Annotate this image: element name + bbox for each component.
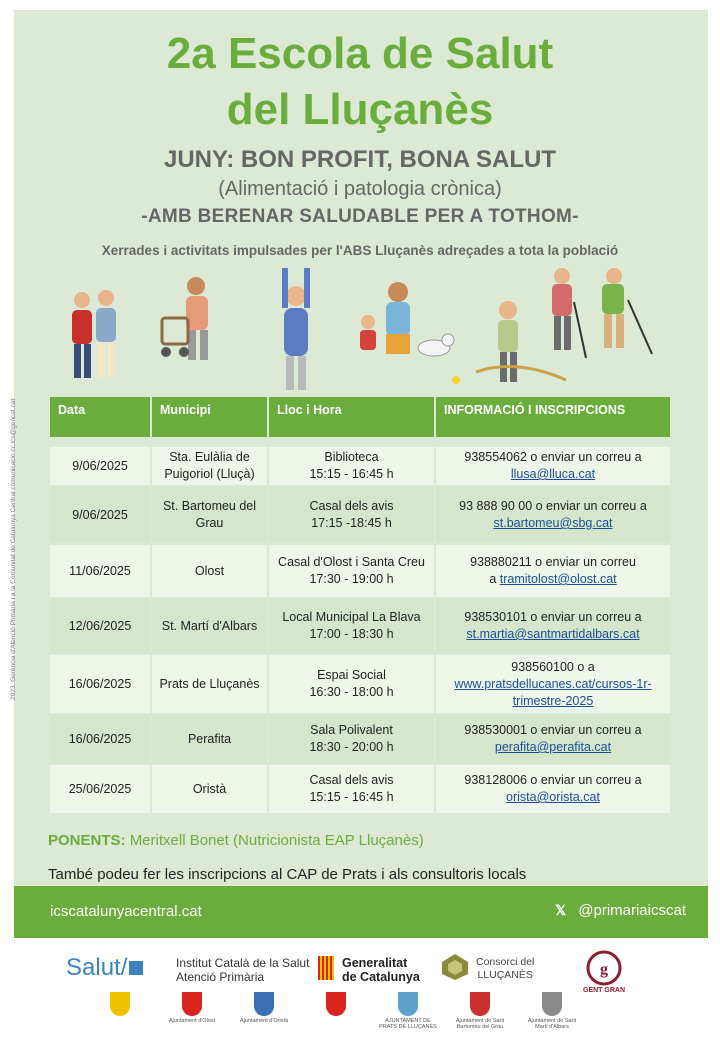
cell-date: 9/06/2025 <box>50 487 150 543</box>
svg-text:g: g <box>600 961 608 978</box>
shield-icon <box>254 992 274 1016</box>
municipal-logo-text: Ajuntament d'Oristà <box>239 1018 289 1024</box>
cell-municipi: St. Martí d'Albars <box>152 599 267 653</box>
cross-icon <box>129 961 143 975</box>
shield-icon <box>542 992 562 1016</box>
table-row <box>50 765 670 813</box>
cell-lloc <box>269 545 434 597</box>
col-header-info: INFORMACIÓ I INSCRIPCIONS <box>436 397 670 437</box>
contact-link[interactable]: orista@orista.cat <box>506 790 600 804</box>
cell-info <box>436 487 670 543</box>
municipal-shield-logo <box>450 992 510 1030</box>
woman-with-walker-figure <box>161 277 208 360</box>
shield-icon <box>470 992 490 1016</box>
table-row <box>50 545 670 597</box>
nordic-walkers-figure <box>552 268 652 358</box>
cons-line2: LLUÇANÈS <box>477 969 533 981</box>
cell-municipi: St. Bartomeu del Grau <box>152 487 267 543</box>
cell-info-link-line <box>440 739 666 756</box>
cell-info-link-prefix: a <box>489 572 497 586</box>
cell-lloc-hora: 15:15 - 16:45 h <box>309 790 394 804</box>
cell-lloc-name: Casal d'Olost i Santa Creu <box>278 555 425 569</box>
man-stretching-figure <box>282 268 310 390</box>
cell-municipi: Oristà <box>152 765 267 813</box>
side-note-text: 2023. Gerència d'Atenció Primària i a la Comunitat de Catalunya Central comunicacio.cc.ics@gencat.cat <box>10 398 17 700</box>
cons-line1: Consorci del <box>476 956 535 968</box>
side-note <box>10 320 24 700</box>
consorci-text <box>476 956 534 982</box>
municipal-logo-text: Ajuntament de Sant Bartomeu del Grau <box>455 1018 505 1030</box>
cell-lloc <box>269 765 434 813</box>
couple-walking-figure <box>72 290 116 378</box>
cell-info <box>436 715 670 763</box>
cell-info-link-line <box>440 571 666 588</box>
subtitle: JUNY: BON PROFIT, BONA SALUT <box>163 146 556 173</box>
cell-info-link-line <box>440 626 666 643</box>
cell-date: 16/06/2025 <box>50 715 150 763</box>
contact-link[interactable]: llusa@lluca.cat <box>510 467 596 481</box>
cell-info <box>436 655 670 713</box>
consorci-emblem-icon <box>440 952 470 982</box>
twitter-handle-text: @primariaicscat <box>578 902 686 919</box>
cell-lloc <box>269 655 434 713</box>
contact-link[interactable]: tramitolost@olost.cat <box>499 572 617 586</box>
cell-municipi: Perafita <box>152 715 267 763</box>
shield-icon <box>398 992 418 1016</box>
municipal-shield-logo <box>522 992 582 1030</box>
shield-icon <box>110 992 130 1016</box>
contact-link[interactable]: st.martia@santmartidalbars.cat <box>466 627 640 641</box>
col-header-municipi: Municipi <box>152 397 267 437</box>
cell-lloc-hora: 17:00 - 18:30 h <box>309 627 394 641</box>
salut-wordmark: Salut/ <box>66 954 128 981</box>
contact-link[interactable]: www.pratsdellucanes.cat/cursos-1r- <box>454 676 652 691</box>
col-header-data: Data <box>50 397 150 437</box>
municipal-logo-text: AJUNTAMENT DE PRATS DE LLUÇANÈS <box>379 1018 437 1030</box>
municipal-shield-logo <box>162 992 222 1024</box>
mother-child-dog-figure <box>360 282 454 356</box>
ponents-label: PONENTS: <box>48 832 126 849</box>
ics-line2: Atenció Primària <box>176 970 265 984</box>
cell-lloc-hora: 17:30 - 19:00 h <box>309 572 394 586</box>
contact-link-cont[interactable]: trimestre-2025 <box>512 693 594 708</box>
page-title-line1: 2a Escola de Salut <box>166 29 554 78</box>
schedule-table <box>48 395 672 815</box>
col-header-lloc: Lloc i Hora <box>269 397 434 437</box>
cell-info <box>436 545 670 597</box>
inscription-note: També podeu fer les inscripcions al CAP de Prats i als consultoris locals <box>48 866 527 883</box>
cell-info-link-line <box>440 466 666 483</box>
intro-text: Xerrades i activitats impulsades per l'ABS Lluçanès adreçades a tota la població <box>101 243 619 258</box>
senyera-icon <box>318 956 334 980</box>
gardener-figure <box>452 301 566 384</box>
cell-info-text: 938128006 o enviar un correu a <box>464 773 642 787</box>
cell-info-text: 938554062 o enviar un correu a <box>464 450 642 464</box>
cell-municipi: Prats de Lluçanès <box>152 655 267 713</box>
cell-lloc <box>269 447 434 485</box>
shield-icon <box>182 992 202 1016</box>
cell-lloc-hora: 15:15 - 16:45 h <box>309 467 394 481</box>
cell-lloc-name: Casal dels avis <box>309 499 394 513</box>
cell-lloc <box>269 487 434 543</box>
subtitle-paren: (Alimentació i patologia crònica) <box>218 178 502 200</box>
cell-date: 11/06/2025 <box>50 545 150 597</box>
x-icon: 𝕏 <box>554 902 567 918</box>
twitter-handle[interactable] <box>555 902 686 919</box>
cell-info-link-line <box>440 789 666 806</box>
cell-info-text: 938880211 o enviar un correu <box>470 555 636 569</box>
shield-icon <box>326 992 346 1016</box>
people-illustration <box>46 262 666 394</box>
cell-date: 25/06/2025 <box>50 765 150 813</box>
consorci-logo <box>440 952 535 987</box>
cell-lloc-name: Casal dels avis <box>309 773 394 787</box>
table-row <box>50 447 670 485</box>
municipal-logo-text: Ajuntament de Sant Martí d'Albars <box>527 1018 577 1030</box>
cell-municipi: Sta. Eulàlia de Puigoriol (Lluçà) <box>152 447 267 485</box>
cell-lloc-hora: 17:15 -18:45 h <box>311 516 392 530</box>
cell-info <box>436 447 670 485</box>
ponents-line <box>48 832 424 849</box>
partner-logos-row <box>60 950 660 994</box>
gen-line2: de Catalunya <box>342 970 420 984</box>
cell-lloc-name: Sala Polivalent <box>310 723 393 737</box>
municipal-shield-logo <box>234 992 294 1024</box>
cell-info-text: 938530001 o enviar un correu a <box>464 723 642 737</box>
municipal-logos-row <box>90 990 590 1036</box>
gen-line1: Generalitat <box>342 956 408 970</box>
cell-date: 9/06/2025 <box>50 447 150 485</box>
cell-date: 12/06/2025 <box>50 599 150 653</box>
cell-lloc <box>269 715 434 763</box>
gent-gran-text: GENT GRAN <box>583 987 625 994</box>
page-title-line2: del Lluçanès <box>226 85 494 134</box>
cell-date: 16/06/2025 <box>50 655 150 713</box>
ics-line1: Institut Català de la Salut <box>176 956 310 970</box>
ponents-text: Meritxell Bonet (Nutricionista EAP Lluçanès) <box>129 832 424 849</box>
cell-lloc-name: Espai Social <box>317 668 386 682</box>
generalitat-text <box>342 956 420 984</box>
table-row <box>50 487 670 543</box>
cell-info-link-line <box>440 676 666 693</box>
municipal-shield-logo <box>306 992 366 1018</box>
contact-link[interactable]: perafita@perafita.cat <box>494 740 612 754</box>
cell-info-text: 93 888 90 00 o enviar un correu a <box>459 499 647 513</box>
cell-lloc-hora: 16:30 - 18:00 h <box>309 685 394 699</box>
cell-municipi: Olost <box>152 545 267 597</box>
municipal-shield-logo <box>90 992 150 1018</box>
cell-info-text: 938560100 o a <box>511 659 595 674</box>
cell-info <box>436 599 670 653</box>
footer-band <box>14 886 708 938</box>
contact-link[interactable]: st.bartomeu@sbg.cat <box>493 516 613 530</box>
gent-gran-emblem-icon <box>580 950 628 994</box>
website-link[interactable]: icscatalunyacentral.cat <box>50 903 202 920</box>
cell-info <box>436 765 670 813</box>
table-spacer <box>50 439 670 445</box>
municipal-logo-text: Ajuntament d'Olost <box>168 1018 216 1024</box>
cell-info-link-line <box>440 515 666 532</box>
table-row <box>50 599 670 653</box>
cell-lloc-hora: 18:30 - 20:00 h <box>309 740 394 754</box>
municipal-shield-logo <box>378 992 438 1030</box>
ics-text <box>176 956 309 984</box>
cell-lloc-name: Biblioteca <box>324 450 379 464</box>
snack-tagline: -AMB BERENAR SALUDABLE PER A TOTHOM- <box>141 206 579 227</box>
cell-info-text: 938530101 o enviar un correu a <box>464 610 642 624</box>
cell-lloc <box>269 599 434 653</box>
salut-ics-logo <box>66 954 310 984</box>
table-row <box>50 655 670 713</box>
table-row <box>50 715 670 763</box>
cell-lloc-name: Local Municipal La Blava <box>282 610 421 624</box>
